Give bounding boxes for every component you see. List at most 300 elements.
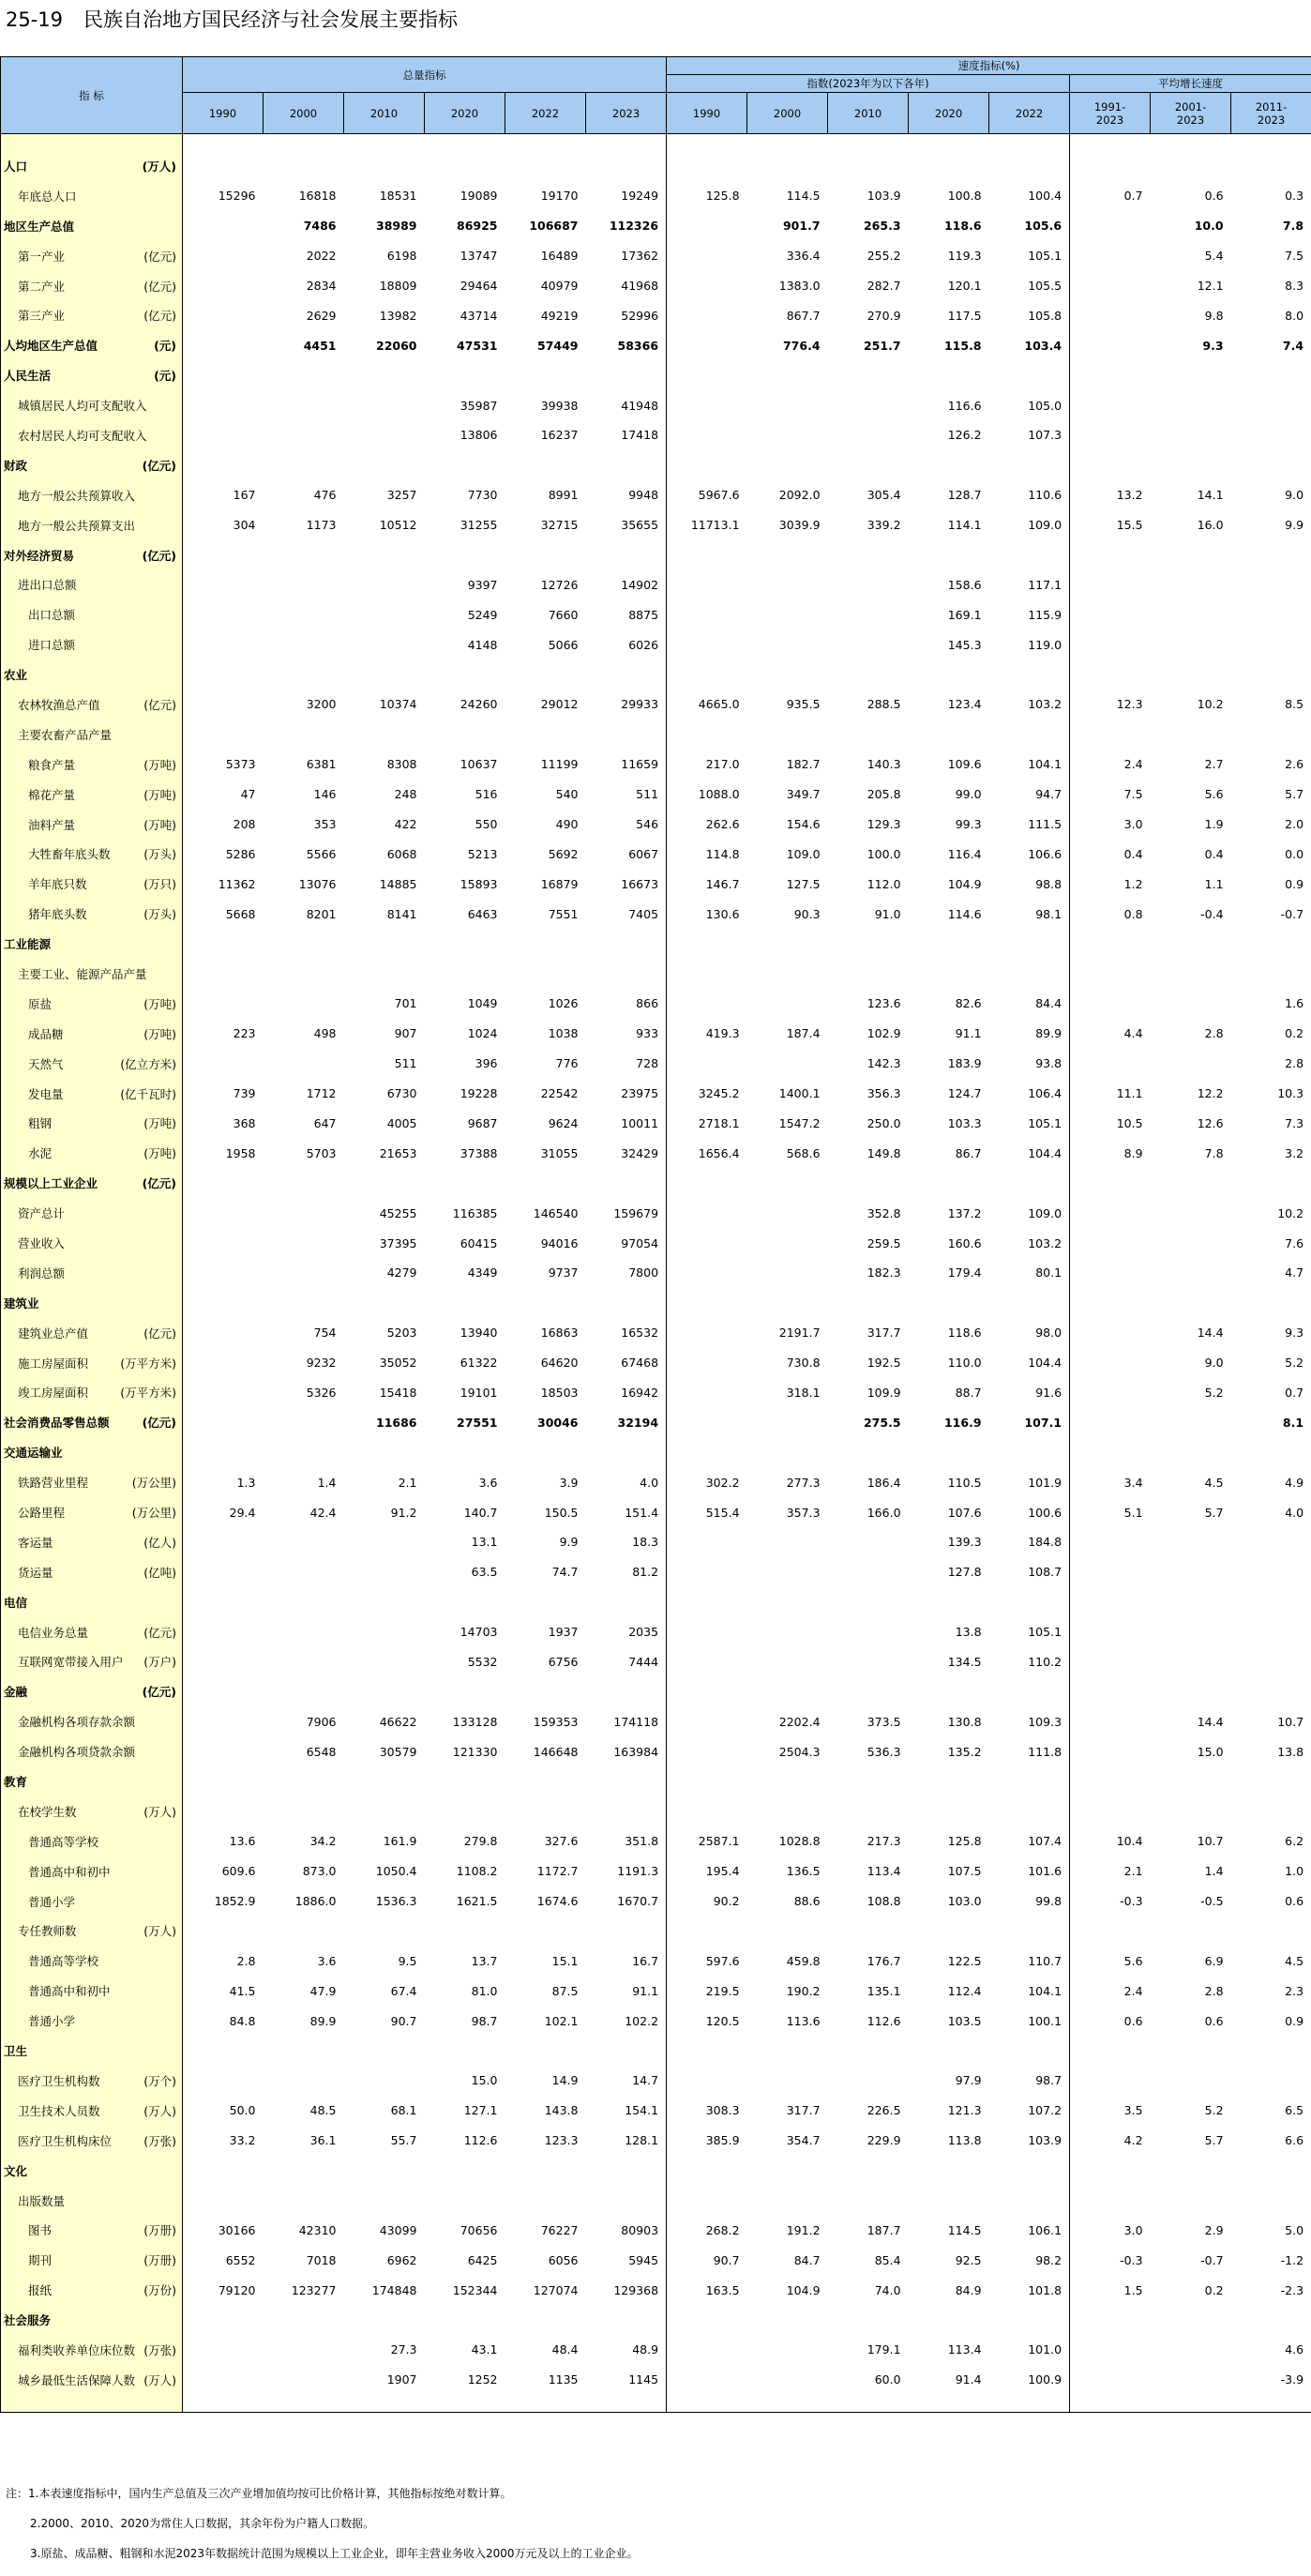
value-cell: 16863 — [505, 1318, 586, 1348]
indicator-header: 指 标 — [1, 57, 183, 134]
indicator-label — [1, 810, 183, 840]
footnote: 2.2000、2010、2020为常住人口数据，其余年份为户籍人口数据。 — [6, 2516, 639, 2546]
value-cell — [747, 1407, 828, 1437]
value-cell: 5.6 — [1151, 780, 1231, 810]
value-cell: 226.5 — [828, 2096, 909, 2126]
value-cell — [1070, 959, 1151, 989]
value-cell — [667, 1676, 747, 1706]
value-cell: 5.4 — [1151, 241, 1231, 271]
value-cell: -3.9 — [1231, 2365, 1311, 2395]
value-cell: 116.4 — [909, 839, 989, 869]
value-cell: 7444 — [586, 1647, 667, 1677]
table-row — [1, 689, 1311, 720]
table-row — [1, 420, 1311, 450]
table-row — [1, 780, 1311, 810]
value-cell: 129.3 — [828, 810, 909, 840]
value-cell: 113.4 — [909, 2335, 989, 2365]
value-cell — [425, 1766, 505, 1796]
value-cell — [586, 2186, 667, 2216]
value-cell — [344, 1617, 425, 1647]
indicator-label — [1, 181, 183, 211]
value-cell: 15.5 — [1070, 510, 1151, 540]
value-cell — [1231, 450, 1311, 480]
value-cell: 104.4 — [989, 1138, 1070, 1168]
value-cell: 515.4 — [667, 1497, 747, 1527]
value-cell: 91.2 — [344, 1497, 425, 1527]
value-cell: 3.0 — [1070, 2215, 1151, 2245]
value-cell: 14.4 — [1151, 1318, 1231, 1348]
value-cell: 13.1 — [425, 1527, 505, 1557]
indicator-label — [1, 899, 183, 929]
indicator-name: 第二产业 — [4, 280, 65, 294]
footnotes — [6, 2486, 639, 2576]
empty-cell — [747, 134, 828, 152]
speed-group-header: 速度指标(%) — [667, 57, 1311, 75]
value-cell: 14.9 — [505, 2066, 586, 2096]
table-row — [1, 1527, 1311, 1557]
value-cell: 1852.9 — [183, 1887, 264, 1917]
value-cell: 6056 — [505, 2245, 586, 2275]
value-cell: 50.0 — [183, 2096, 264, 2126]
value-cell: 10.7 — [1231, 1706, 1311, 1736]
value-cell — [1231, 2186, 1311, 2216]
empty-cell — [1, 2395, 183, 2413]
table-row — [1, 181, 1311, 211]
value-cell — [1070, 1527, 1151, 1557]
indicator-label — [1, 659, 183, 689]
value-cell: 353 — [264, 810, 344, 840]
value-cell: 302.2 — [667, 1467, 747, 1497]
table-row — [1, 1587, 1311, 1617]
value-cell — [344, 569, 425, 599]
value-cell — [667, 211, 747, 241]
value-cell — [183, 599, 264, 629]
value-cell — [264, 2066, 344, 2096]
value-cell: 100.6 — [989, 1497, 1070, 1527]
value-cell: 118.6 — [909, 1318, 989, 1348]
value-cell — [1070, 271, 1151, 301]
indicator-unit: (万吨) — [143, 1019, 176, 1049]
value-cell — [425, 540, 505, 570]
value-cell: 80903 — [586, 2215, 667, 2245]
indicator-label — [1, 569, 183, 599]
indicator-name: 普通高等学校 — [4, 1835, 98, 1849]
value-cell: 2.0 — [1231, 810, 1311, 840]
empty-cell — [344, 2395, 425, 2413]
value-cell — [183, 1378, 264, 1408]
period-header: 2001- 2023 — [1151, 93, 1231, 134]
value-cell: 64620 — [505, 1348, 586, 1378]
value-cell — [425, 1676, 505, 1706]
value-cell — [264, 390, 344, 420]
value-cell — [183, 989, 264, 1019]
value-cell: 3.6 — [425, 1467, 505, 1497]
value-cell: 10011 — [586, 1109, 667, 1139]
indicator-label — [1, 1437, 183, 1467]
value-cell: 186.4 — [828, 1467, 909, 1497]
value-cell — [989, 1917, 1070, 1947]
value-cell: 265.3 — [828, 211, 909, 241]
value-cell — [1070, 360, 1151, 390]
indicator-label — [1, 241, 183, 271]
value-cell — [505, 959, 586, 989]
indicator-label — [1, 2096, 183, 2126]
value-cell: 114.1 — [909, 510, 989, 540]
indicator-name: 大牲畜年底头数 — [4, 847, 111, 861]
indicator-name: 普通小学 — [4, 1895, 75, 1909]
indicator-unit: (万只) — [143, 869, 176, 899]
table-row — [1, 390, 1311, 420]
value-cell: 217.0 — [667, 750, 747, 780]
value-cell — [183, 1557, 264, 1587]
indicator-name: 发电量 — [4, 1087, 64, 1101]
indicator-name: 社会消费品零售总额 — [4, 1416, 110, 1430]
value-cell: 128.7 — [909, 480, 989, 510]
value-cell: 419.3 — [667, 1019, 747, 1049]
indicator-unit: (万吨) — [143, 1109, 176, 1139]
empty-cell — [1070, 134, 1151, 152]
value-cell: 129368 — [586, 2275, 667, 2305]
value-cell — [828, 659, 909, 689]
table-row — [1, 989, 1311, 1019]
value-cell: 4148 — [425, 629, 505, 659]
value-cell: 22060 — [344, 330, 425, 360]
value-cell: 277.3 — [747, 1467, 828, 1497]
value-cell: 45255 — [344, 1198, 425, 1228]
value-cell — [344, 1557, 425, 1587]
value-cell — [425, 959, 505, 989]
value-cell: 7551 — [505, 899, 586, 929]
value-cell: 108.8 — [828, 1887, 909, 1917]
value-cell — [909, 1437, 989, 1467]
value-cell: 123.6 — [828, 989, 909, 1019]
value-cell: 866 — [586, 989, 667, 1019]
indicator-label — [1, 2006, 183, 2036]
indicator-name: 地区生产总值 — [4, 220, 74, 234]
value-cell: 1958 — [183, 1138, 264, 1168]
value-cell — [264, 450, 344, 480]
value-cell: 304 — [183, 510, 264, 540]
value-cell: 7486 — [264, 211, 344, 241]
table-row — [1, 1917, 1311, 1947]
value-cell: 103.0 — [909, 1887, 989, 1917]
value-cell: 8308 — [344, 750, 425, 780]
table-row — [1, 1258, 1311, 1288]
value-cell: 10374 — [344, 689, 425, 720]
value-cell — [1151, 1049, 1231, 1079]
value-cell: 114.6 — [909, 899, 989, 929]
value-cell: 5945 — [586, 2245, 667, 2275]
value-cell — [183, 629, 264, 659]
empty-cell — [828, 2395, 909, 2413]
value-cell: 935.5 — [747, 689, 828, 720]
value-cell — [425, 2156, 505, 2186]
value-cell — [425, 2036, 505, 2066]
indicator-name: 财政 — [4, 459, 27, 473]
value-cell — [264, 989, 344, 1019]
value-cell — [989, 2305, 1070, 2335]
value-cell: 57449 — [505, 330, 586, 360]
table-row — [1, 1318, 1311, 1348]
value-cell — [1151, 1288, 1231, 1318]
value-cell: 9.3 — [1231, 1318, 1311, 1348]
value-cell: 647 — [264, 1109, 344, 1139]
value-cell: 1088.0 — [667, 780, 747, 810]
value-cell — [747, 1049, 828, 1079]
value-cell — [828, 1917, 909, 1947]
value-cell: 101.8 — [989, 2275, 1070, 2305]
value-cell: 5286 — [183, 839, 264, 869]
value-cell: 130.6 — [667, 899, 747, 929]
value-cell — [183, 659, 264, 689]
value-cell — [425, 151, 505, 181]
value-cell: 7660 — [505, 599, 586, 629]
value-cell — [183, 2335, 264, 2365]
value-cell — [264, 2186, 344, 2216]
value-cell: 146540 — [505, 1198, 586, 1228]
value-cell: 159353 — [505, 1706, 586, 1736]
indicator-label — [1, 1676, 183, 1706]
value-cell — [1070, 1288, 1151, 1318]
value-cell: 4.0 — [586, 1467, 667, 1497]
value-cell: 498 — [264, 1019, 344, 1049]
indicator-label — [1, 1976, 183, 2006]
empty-cell — [505, 134, 586, 152]
value-cell — [909, 1168, 989, 1198]
value-cell — [747, 1437, 828, 1467]
value-cell: 149.8 — [828, 1138, 909, 1168]
value-cell: 30046 — [505, 1407, 586, 1437]
indicator-label — [1, 420, 183, 450]
value-cell: 317.7 — [828, 1318, 909, 1348]
value-cell: 107.3 — [989, 420, 1070, 450]
value-cell: 8.5 — [1231, 689, 1311, 720]
value-cell: 1656.4 — [667, 1138, 747, 1168]
value-cell — [667, 241, 747, 271]
table-row — [1, 2096, 1311, 2126]
indicator-name: 成品糖 — [4, 1027, 64, 1041]
value-cell: 128.1 — [586, 2126, 667, 2156]
value-cell — [747, 1527, 828, 1557]
value-cell: 114.5 — [747, 181, 828, 211]
value-cell: 3.9 — [505, 1467, 586, 1497]
indicator-name: 期刊 — [4, 2253, 52, 2267]
value-cell — [747, 450, 828, 480]
value-cell: 134.5 — [909, 1647, 989, 1677]
value-cell: 536.3 — [828, 1736, 909, 1766]
value-cell: 130.8 — [909, 1706, 989, 1736]
value-cell — [183, 1647, 264, 1677]
value-cell: 609.6 — [183, 1856, 264, 1887]
value-cell: 140.3 — [828, 750, 909, 780]
value-cell — [667, 450, 747, 480]
value-cell — [264, 1676, 344, 1706]
indicator-label — [1, 2186, 183, 2216]
value-cell — [586, 2156, 667, 2186]
indicator-name: 第三产业 — [4, 309, 65, 323]
value-cell: -0.7 — [1151, 2245, 1231, 2275]
value-cell: 1670.7 — [586, 1887, 667, 1917]
value-cell: 106687 — [505, 211, 586, 241]
value-cell — [1151, 2036, 1231, 2066]
value-cell — [1070, 1348, 1151, 1378]
indicator-name: 施工房屋面积 — [4, 1356, 88, 1371]
indicator-name: 金融 — [4, 1685, 27, 1699]
indicator-unit: (亿元) — [143, 1407, 176, 1437]
value-cell: 103.9 — [989, 2126, 1070, 2156]
indicator-label — [1, 450, 183, 480]
value-cell — [1151, 2156, 1231, 2186]
value-cell: 109.9 — [828, 1378, 909, 1408]
value-cell: 754 — [264, 1318, 344, 1348]
value-cell — [264, 2305, 344, 2335]
value-cell: 60415 — [425, 1228, 505, 1258]
value-cell: 13.7 — [425, 1946, 505, 1976]
value-cell: 4.7 — [1231, 1258, 1311, 1288]
value-cell: 550 — [425, 810, 505, 840]
value-cell: 9687 — [425, 1109, 505, 1139]
empty-cell — [183, 2395, 264, 2413]
value-cell — [1151, 720, 1231, 750]
indicator-name: 油料产量 — [4, 818, 75, 832]
value-cell — [425, 1288, 505, 1318]
value-cell: 91.0 — [828, 899, 909, 929]
value-cell: 110.7 — [989, 1946, 1070, 1976]
value-cell: 2022 — [264, 241, 344, 271]
value-cell — [1151, 450, 1231, 480]
value-cell — [505, 1917, 586, 1947]
value-cell — [667, 390, 747, 420]
value-cell: 5373 — [183, 750, 264, 780]
value-cell: 37388 — [425, 1138, 505, 1168]
value-cell — [667, 929, 747, 959]
value-cell: 81.2 — [586, 1557, 667, 1587]
value-cell: 116.6 — [909, 390, 989, 420]
value-cell — [264, 1587, 344, 1617]
value-cell — [586, 360, 667, 390]
value-cell — [667, 1348, 747, 1378]
value-cell — [344, 540, 425, 570]
value-cell: 5566 — [264, 839, 344, 869]
value-cell: 1.2 — [1070, 869, 1151, 899]
value-cell — [183, 1587, 264, 1617]
value-cell — [505, 929, 586, 959]
value-cell — [425, 720, 505, 750]
table-row — [1, 1826, 1311, 1856]
value-cell — [183, 241, 264, 271]
value-cell: 0.2 — [1151, 2275, 1231, 2305]
value-cell — [828, 2066, 909, 2096]
value-cell: 6026 — [586, 629, 667, 659]
value-cell: 5.2 — [1151, 1378, 1231, 1408]
indicator-label — [1, 1138, 183, 1168]
value-cell — [747, 959, 828, 989]
value-cell: 19170 — [505, 181, 586, 211]
value-cell — [989, 450, 1070, 480]
value-cell: 187.4 — [747, 1019, 828, 1049]
value-cell: 776 — [505, 1049, 586, 1079]
indicator-name: 粮食产量 — [4, 758, 75, 772]
indicator-label — [1, 2275, 183, 2305]
value-cell: 107.5 — [909, 1856, 989, 1887]
value-cell: 70656 — [425, 2215, 505, 2245]
value-cell: 4.6 — [1231, 2335, 1311, 2365]
value-cell — [667, 2335, 747, 2365]
value-cell: 208 — [183, 810, 264, 840]
value-cell: 110.0 — [909, 1348, 989, 1378]
value-cell — [344, 360, 425, 390]
value-cell: 184.8 — [989, 1527, 1070, 1557]
value-cell: 1937 — [505, 1617, 586, 1647]
value-cell: 42310 — [264, 2215, 344, 2245]
indicator-name: 互联网宽带接入用户 — [4, 1655, 124, 1669]
indicator-unit: (元) — [154, 360, 176, 390]
value-cell: 349.7 — [747, 780, 828, 810]
value-cell: 34.2 — [264, 1826, 344, 1856]
value-cell — [667, 959, 747, 989]
value-cell: 18809 — [344, 271, 425, 301]
value-cell: 7018 — [264, 2245, 344, 2275]
value-cell: 4349 — [425, 1258, 505, 1288]
indicator-unit: (万平方米) — [120, 1348, 176, 1378]
value-cell — [425, 659, 505, 689]
value-cell — [505, 540, 586, 570]
indicator-unit: (万人) — [143, 1796, 176, 1826]
value-cell — [828, 420, 909, 450]
value-cell — [425, 1587, 505, 1617]
value-cell — [909, 540, 989, 570]
indicator-label — [1, 300, 183, 330]
value-cell: 2834 — [264, 271, 344, 301]
value-cell — [1070, 989, 1151, 1019]
avg-growth-header: 平均增长速度 — [1070, 75, 1311, 93]
value-cell: 16532 — [586, 1318, 667, 1348]
value-cell: 115.9 — [989, 599, 1070, 629]
value-cell: 105.5 — [989, 271, 1070, 301]
table-row — [1, 1766, 1311, 1796]
value-cell: 102.2 — [586, 2006, 667, 2036]
value-cell: 1.9 — [1151, 810, 1231, 840]
value-cell — [1070, 1706, 1151, 1736]
value-cell: 5668 — [183, 899, 264, 929]
value-cell: 101.6 — [989, 1856, 1070, 1887]
value-cell: 48.4 — [505, 2335, 586, 2365]
value-cell: 568.6 — [747, 1138, 828, 1168]
indicator-label — [1, 510, 183, 540]
value-cell: 113.4 — [828, 1856, 909, 1887]
value-cell — [828, 390, 909, 420]
value-cell — [747, 1288, 828, 1318]
value-cell: 511 — [344, 1049, 425, 1079]
indicator-label — [1, 869, 183, 899]
value-cell — [344, 2066, 425, 2096]
table-row — [1, 2156, 1311, 2186]
table-row — [1, 1407, 1311, 1437]
value-cell — [1151, 1917, 1231, 1947]
value-cell — [1070, 1378, 1151, 1408]
value-cell — [828, 629, 909, 659]
indicator-label — [1, 839, 183, 869]
value-cell: 4.9 — [1231, 1467, 1311, 1497]
value-cell: 105.1 — [989, 241, 1070, 271]
table-row — [1, 2365, 1311, 2395]
value-cell: 81.0 — [425, 1976, 505, 2006]
value-cell: 16.0 — [1151, 510, 1231, 540]
value-cell — [505, 1168, 586, 1198]
value-cell — [667, 2186, 747, 2216]
value-cell: 5203 — [344, 1318, 425, 1348]
value-cell: 31055 — [505, 1138, 586, 1168]
